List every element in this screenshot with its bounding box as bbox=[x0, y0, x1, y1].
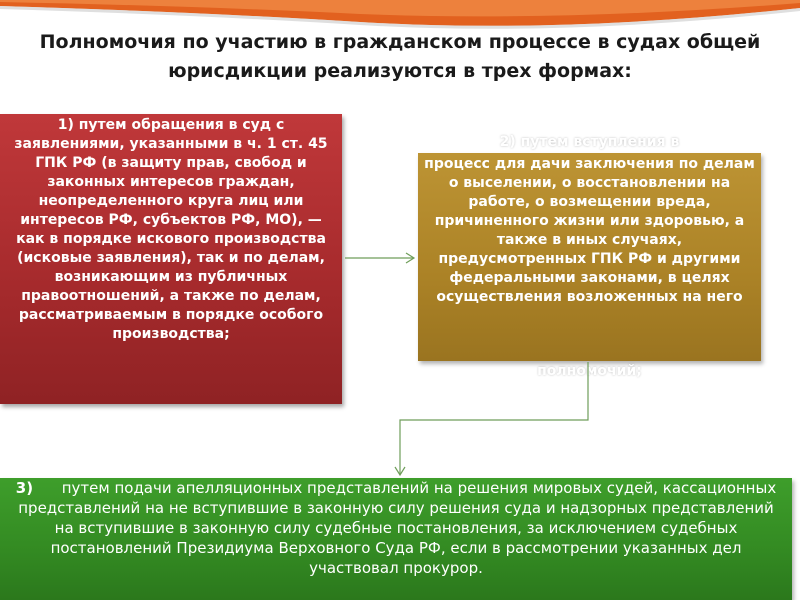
form-1-box bbox=[0, 114, 342, 404]
form-1-text: 1) путем обращения в суд с заявлениями, указанными в ч. 1 ст. 45 ГПК РФ (в защиту прав, свобод и законных интересов граждан, неопределенного круга лиц или интересов РФ, субъектов РФ, МО), — как в порядке искового производства (исковые заявления), так и по делам, возникающим из публичных правоотношений, а также по делам, рассматриваемым в порядке особого производства; bbox=[14, 117, 328, 342]
form-2-ending: полномочий; bbox=[537, 363, 642, 379]
page-title: Полномочия по участию в гражданском процессе в судах общей юрисдикции реализуются в трех формах: bbox=[39, 31, 761, 82]
form-2-box bbox=[418, 134, 761, 379]
form-3-number: 3) bbox=[15, 479, 34, 497]
form-3-box bbox=[0, 478, 792, 600]
arrow-right-connector bbox=[345, 253, 414, 263]
form-2-heading: 2) путем вступления в bbox=[499, 134, 680, 150]
form-2-text: процесс для дачи заключения по делам о выселении, о восстановлении на работе, о возмещении вреда, причиненного жизни или здоровью, а также в иных случаях, предусмотренных ГПК РФ и другими федеральными законами, в целях осуществления возложенных на него bbox=[424, 156, 755, 305]
form-3-text: путем подачи апелляционных представлений на решения мировых судей, кассационных представлений на не вступившие в законную силу решения суда и надзорных представлений на вступившие в законную силу судебные постановления, за исключением судебных постановлений Президиума Верховного Суда РФ, если в рассмотрении указанных дел участвовал прокурор. bbox=[18, 479, 777, 577]
